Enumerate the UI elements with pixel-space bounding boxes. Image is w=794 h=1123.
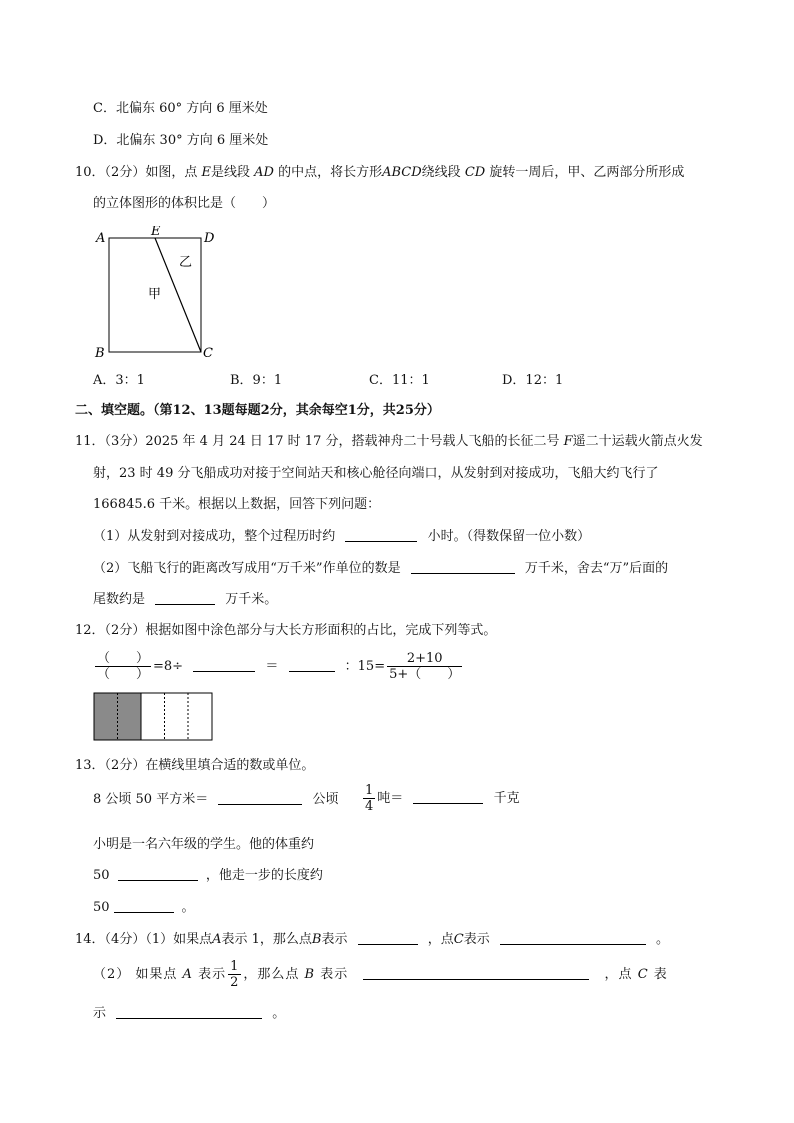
q11-part3 [93,590,277,610]
q11-part3-text-a: 尾数约是 [93,592,146,607]
q10-option-c: C．11：1 [369,373,430,388]
q14-text-a: 14．（4分）（1）如果点 [75,932,213,947]
q12-answer-blank-1[interactable] [193,657,255,672]
q11-line1 [75,432,703,452]
label-yi: 乙 [179,255,193,270]
q13-step [93,898,195,918]
q14-text-e: 表示 [463,932,490,947]
label-e: E [151,226,161,239]
point-e: E [201,165,211,180]
segment-ad: AD [254,165,274,180]
q12-figure-rectangle [93,692,217,742]
q13-answer-blank-3[interactable] [118,866,198,881]
q13-fraction-quarter [363,783,375,814]
q12-fraction-2 [387,651,462,682]
q11-part1-text-a: （1）从发射到对接成功，整个过程历时约 [93,529,336,544]
q10-text-b: 是线段 [210,165,250,180]
q14-text-f: 。 [656,932,670,947]
q9-option-c: C．北偏东 60° 方向 6 厘米处 [93,101,268,116]
q13-item2 [361,781,520,817]
label-a: A [96,231,106,246]
q10-option-a: A．3：1 [93,373,145,388]
q14-p3-text-a: 示 [93,1006,107,1021]
q14-text-d: ，点 [427,932,454,947]
q14-point-a: A [212,932,222,947]
q14-answer-blank-2[interactable] [500,930,646,945]
q10-figure [92,226,232,366]
q12-eq-a: =8÷ [153,659,184,674]
q13-frac-num: 1 [365,783,374,798]
q12-frac2-den[interactable]: 5+（ ） [389,667,461,682]
q14-p3-text-b: 。 [272,1006,286,1021]
q11-part2 [93,559,668,579]
q14-text-c: 表示 [321,932,348,947]
q10-score: （2分） [104,165,146,180]
q13-item1-text-a: 8 公顷 50 平方米＝ [93,792,209,807]
q11-line3: 166845.6 千米。根据以上数据，回答下列问题： [93,497,381,512]
q10-stem-line1 [75,163,684,183]
q14-frac-num: 1 [230,959,240,974]
q13-answer-blank-2[interactable] [413,789,483,804]
q14-part1 [75,930,669,950]
section2-title: 二、填空题。（第12、13题每题2分，其余每空1分，共25分） [75,403,440,418]
q11-f: F [563,434,573,449]
q13-answer-blank-4[interactable] [114,898,174,913]
q12-eq-equal: ＝ [265,659,279,674]
q11-line2: 射，23 时 49 分飞船成功对接于空间站天和核心舱径向端口，从发射到对接成功，飞船大约飞行了 [93,466,659,481]
q13-text: 13．（2分）在横线里填合适的数或单位。 [75,758,315,773]
q12-answer-blank-2[interactable] [289,657,335,672]
q10-option-b: B．9：1 [230,373,283,388]
q14-point-c: C [453,932,464,947]
q10-text-d: 绕线段 [421,165,461,180]
q13-step-tail: 。 [181,900,195,915]
q11-answer-blank-3[interactable] [155,590,215,605]
q13-answer-blank-1[interactable] [218,790,302,805]
q13-xiaoming: 小明是一名六年级的学生。他的体重约 [93,837,315,852]
q12-frac1-den[interactable]: （ ） [97,667,150,682]
q9-option-d: D．北偏东 30° 方向 6 厘米处 [93,133,269,148]
q10-text-c: 的中点，将长方形 [278,165,383,180]
rect-abcd: ABCD [382,165,422,180]
q11-text-a: 11．（3分）2025 年 4 月 24 日 17 时 17 分，搭载神舟二十号载人飞船的长征二号 [75,434,560,449]
label-jia: 甲 [148,287,162,302]
q11-part2-text-b: 万千米，舍去“万”后面的 [524,561,669,576]
q11-part3-text-b: 万千米。 [225,592,278,607]
q14-point-b: B [311,932,322,947]
q12-equation [93,650,464,684]
segment-cd: CD [464,165,486,180]
q14-p2-text-b: 表示 [198,967,227,982]
q14-p2-text-d: 表示 [320,967,349,982]
q14-p2-text-c: ，那么点 [243,967,300,982]
q13-step-num: 50 [93,900,110,915]
q10-text-e: 旋转一周后，甲、乙两部分所形成 [489,165,685,180]
q13-item1-text-b: 公顷 [312,792,339,807]
q14-p2-text-a: （2） 如果点 [93,967,178,982]
q14-answer-blank-4[interactable] [116,1004,262,1019]
q12-fraction-1 [95,651,151,682]
q14-frac-den: 2 [230,975,240,990]
q14-text-b: 表示 1，那么点 [221,932,312,947]
q13-weight-num: 50 [93,868,110,883]
q11-part1 [93,527,590,547]
q14-p2-point-b: B [304,967,316,982]
q11-answer-blank-1[interactable] [345,527,417,542]
label-c: C [203,346,213,361]
q11-part2-text-a: （2）飞船飞行的距离改写成用“万千米”作单位的数是 [93,561,401,576]
q12-frac1-num[interactable]: （ ） [97,651,150,666]
q13-weight [93,866,323,886]
q13-item1 [93,790,339,810]
q12-eq-ratio: ：15= [344,659,386,674]
q14-answer-blank-1[interactable] [358,930,418,945]
q11-answer-blank-2[interactable] [411,559,515,574]
q11-part1-text-b: 小时。（得数保留一位小数） [427,529,591,544]
q10-option-d: D．12：1 [502,373,564,388]
q13-item2-text-b: 千克 [493,791,520,806]
q12-text: 12．（2分）根据如图中涂色部分与大长方形面积的占比，完成下列等式。 [75,623,497,638]
q13-item2-text-a: 吨＝ [377,791,404,806]
q13-weight-tail: ，他走一步的长度约 [205,868,323,883]
q10-number: 10． [75,165,105,180]
q10-stem-line2: 的立体图形的体积比是（ ） [93,196,276,211]
q13-frac-den: 4 [365,799,374,814]
label-d: D [204,231,215,246]
q10-text-a: 如图，点 [145,165,198,180]
q14-fraction-half [228,959,241,990]
q14-answer-blank-3[interactable] [363,965,589,980]
q14-p2-text-e: ，点 [604,967,633,982]
q12-frac2-num: 2+10 [387,651,462,667]
q14-p2-point-c: C [637,967,649,982]
q14-p2-text-f: 表 [653,967,668,982]
q14-part3 [93,1004,285,1024]
label-b: B [95,346,105,361]
q14-part2 [93,956,668,994]
q14-p2-point-a: A [182,967,193,982]
shaded-part [94,693,141,740]
segment-ec [155,238,201,352]
q11-text-b: 遥二十运载火箭点火发 [572,434,703,449]
